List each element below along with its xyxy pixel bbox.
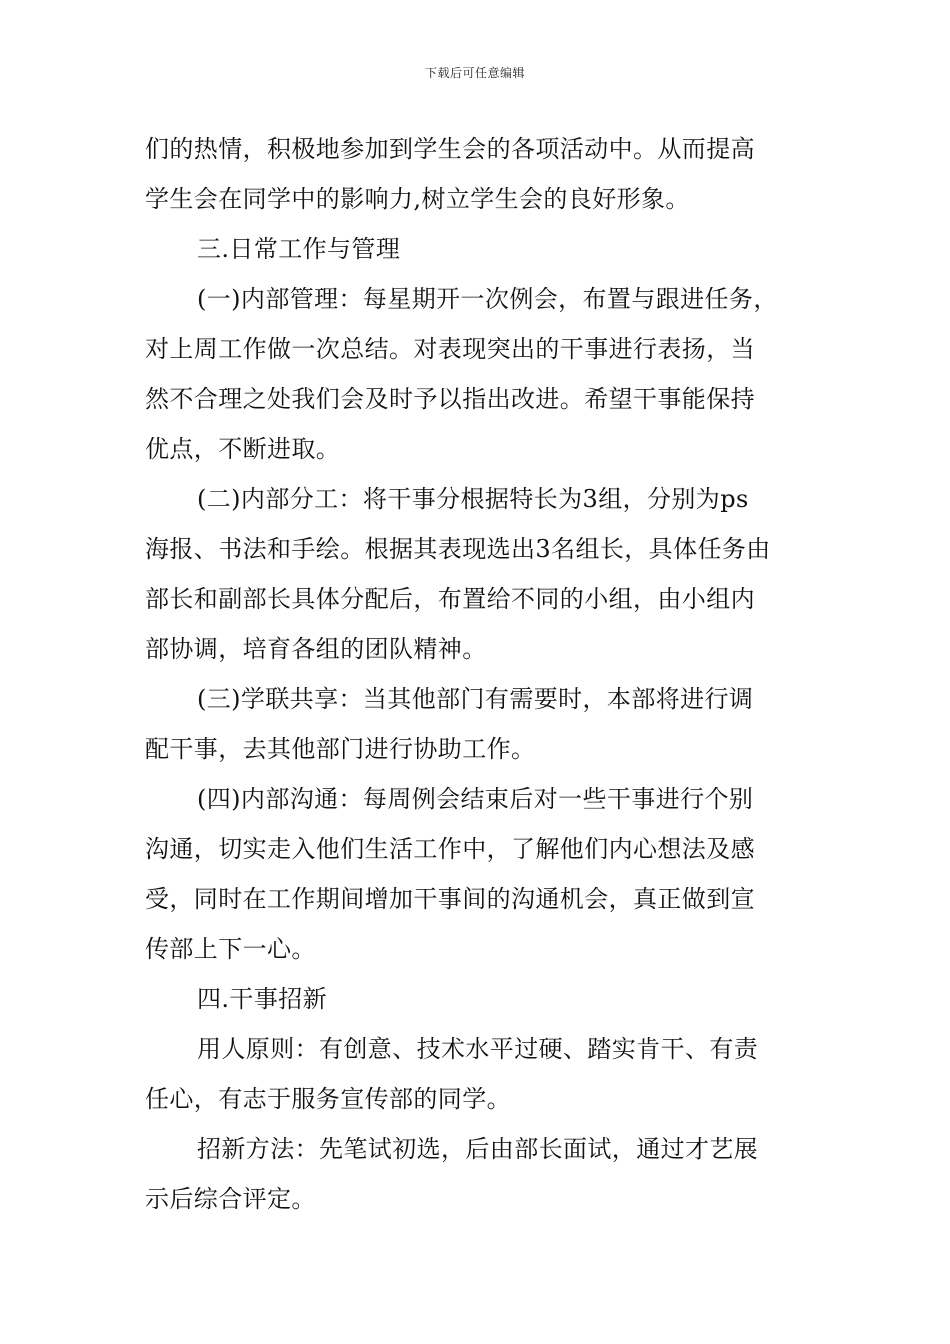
page-header-note: 下载后可任意编辑 bbox=[424, 66, 525, 80]
text-line: 任心，有志于服务宣传部的同学。 bbox=[145, 1085, 511, 1113]
text-line: 部长和副部长具体分配后，布置给不同的小组，由小组内 bbox=[145, 585, 755, 613]
section-heading: 四.干事招新 bbox=[197, 985, 328, 1013]
section-heading: 三.日常工作与管理 bbox=[197, 235, 401, 263]
text-line: 示后综合评定。 bbox=[145, 1185, 316, 1213]
text-line: (二)内部分工：将干事分根据特长为3组，分别为ps bbox=[197, 485, 749, 513]
text-line: 用人原则：有创意、技术水平过硬、踏实肯干、有责 bbox=[197, 1035, 759, 1063]
text-line: (四)内部沟通：每周例会结束后对一些干事进行个别 bbox=[197, 785, 754, 813]
text-line: 沟通，切实走入他们生活工作中，了解他们内心想法及感 bbox=[145, 835, 755, 863]
text-line: 受，同时在工作期间增加干事间的沟通机会，真正做到宣 bbox=[145, 885, 755, 913]
text-line: 传部上下一心。 bbox=[145, 935, 316, 963]
document-body bbox=[145, 124, 813, 1224]
text-line: 招新方法：先笔试初选，后由部长面试，通过才艺展 bbox=[197, 1135, 759, 1163]
text-line: 对上周工作做一次总结。对表现突出的干事进行表扬，当 bbox=[145, 335, 755, 363]
text-line: 海报、书法和手绘。根据其表现选出3名组长，具体任务由 bbox=[145, 535, 771, 563]
text-line: (三)学联共享：当其他部门有需要时，本部将进行调 bbox=[197, 685, 754, 713]
text-line: 学生会在同学中的影响力,树立学生会的良好形象。 bbox=[145, 185, 690, 213]
text-line: 部协调，培育各组的团队精神。 bbox=[145, 635, 487, 663]
text-line: 们的热情，积极地参加到学生会的各项活动中。从而提高 bbox=[145, 135, 755, 163]
text-line: 然不合理之处我们会及时予以指出改进。希望干事能保持 bbox=[145, 385, 755, 413]
text-line: 优点，不断进取。 bbox=[145, 435, 341, 463]
text-line: 配干事，去其他部门进行协助工作。 bbox=[145, 735, 536, 763]
text-line: (一)内部管理：每星期开一次例会，布置与跟进任务， bbox=[197, 285, 778, 313]
